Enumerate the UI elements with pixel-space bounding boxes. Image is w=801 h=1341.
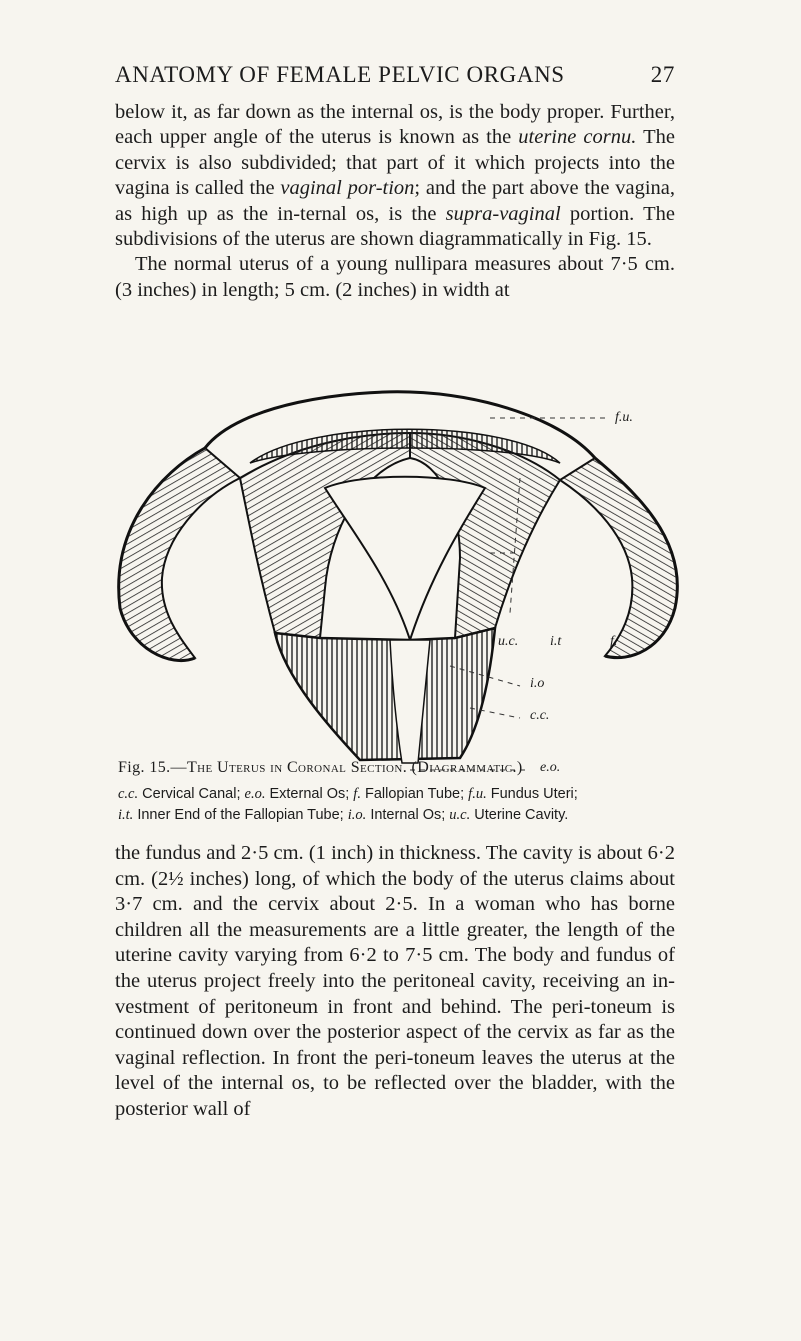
label-fu: f.u. <box>615 410 633 425</box>
label-uc: u.c. <box>498 634 519 649</box>
caption-prefix: Fig. 15.— <box>118 759 187 776</box>
right-horn <box>560 458 677 658</box>
page-number: 27 <box>650 62 675 87</box>
legend-item <box>348 807 446 823</box>
legend-abbr: i.o. <box>347 806 367 823</box>
legend-item <box>449 807 568 823</box>
legend-text: Fallopian Tube; <box>364 786 465 802</box>
text-run: ; and the part above the vagina, as high up as the in-ternal os, is the <box>115 177 675 225</box>
paragraph: the fundus and 2·5 cm. (1 inch) in thickness. The cavity is about 6·2 cm. (2½ inches) long, of which the body of the uterus claims about 3·7 cm. and the cervix about 2·5. In a woman who has borne children all the measurements are a little greater, the length of the uterine cavity varying from 6·2 to 7·5 cm. The body and fundus of the uterus project freely into the peritoneal cavity, receiving an in-vestment of peritoneum in front and behind. The peri-toneum is continued down over the posterior aspect of the cervix as far as the vaginal reflection. In front the peri-toneum leaves the uterus at the level of the internal os, to be reflected over the bladder, with the posterior wall of <box>115 842 675 1120</box>
uterus-illustration <box>90 378 710 778</box>
label-eo: e.o. <box>540 760 561 775</box>
legend-text: Cervical Canal; <box>142 786 241 802</box>
caption-suffix: (Diagrammatic.) <box>411 759 523 776</box>
legend-text: External Os; <box>269 786 350 802</box>
left-horn <box>119 448 240 661</box>
paragraph <box>115 100 675 252</box>
figure-caption <box>118 759 678 777</box>
legend-item <box>468 786 578 802</box>
legend-item <box>118 786 240 802</box>
term-vaginal-portion: vaginal por-tion <box>280 177 415 200</box>
legend-abbr: e.o. <box>244 786 266 802</box>
legend-text: Inner End of the Fallopian Tube; <box>137 806 344 823</box>
running-title: ANATOMY OF FEMALE PELVIC ORGANS <box>115 62 565 87</box>
figure-legend <box>118 784 688 825</box>
legend-abbr: u.c. <box>449 806 471 823</box>
text-run: portion. The subdivisions of the uterus are shown diagrammatically in Fig. 15. <box>115 202 675 251</box>
legend-text: Internal Os; <box>370 806 446 823</box>
body-text-bottom <box>115 841 675 1123</box>
uterus-diagram <box>90 378 710 778</box>
legend-abbr: i.t. <box>118 806 134 823</box>
legend-text: Uterine Cavity. <box>474 806 569 823</box>
legend-item <box>353 786 464 802</box>
term-supra-vaginal: supra-vaginal <box>445 202 561 225</box>
label-f: f. <box>610 634 618 649</box>
legend-abbr: c.c. <box>118 786 139 802</box>
text-run: The cervix is also subdivided; that part of it which projects into the vagina is called the <box>115 126 675 200</box>
legend-abbr: f. <box>353 786 361 802</box>
legend-item <box>245 786 350 802</box>
text-run: below it, as far down as the internal os, is the body proper. Further, each upper angle of the uterus is known as the <box>115 101 675 149</box>
paragraph: The normal uterus of a young nullipara measures about 7·5 cm. (3 inches) in length; 5 cm. (2 inches) in width at <box>115 253 675 301</box>
label-it: i.t <box>550 634 562 649</box>
legend-text: Fundus Uteri; <box>490 786 578 802</box>
cervix <box>275 628 495 760</box>
legend-abbr: f.u. <box>468 786 487 802</box>
legend-item <box>118 807 344 823</box>
running-header <box>115 62 675 98</box>
label-io: i.o <box>530 676 545 691</box>
body-text-top <box>115 100 675 303</box>
caption-main: The Uterus in Coronal Section. <box>186 759 408 776</box>
term-uterine-cornu: uterine cornu. <box>518 126 637 149</box>
label-cc: c.c. <box>530 708 550 723</box>
